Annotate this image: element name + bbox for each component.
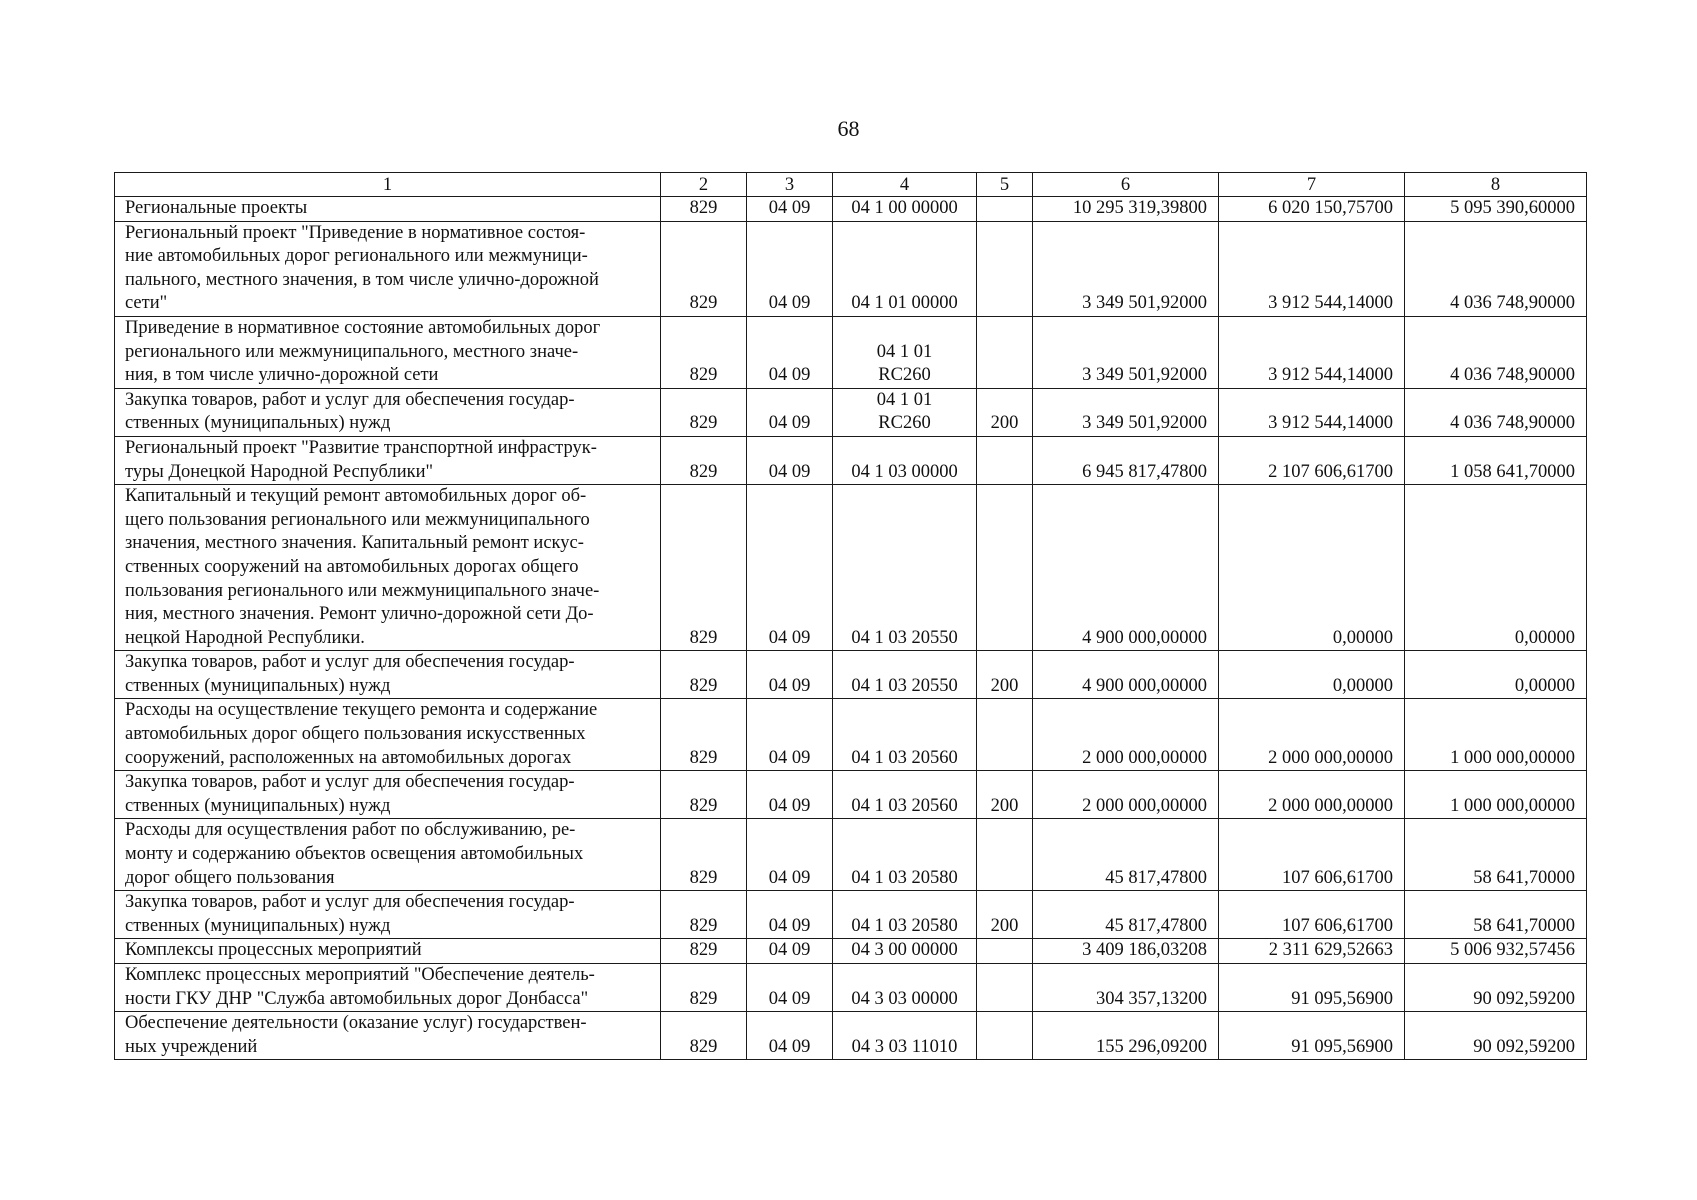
row-amount-col6-cell: 2 000 000,00000 (1033, 699, 1219, 771)
row-code-csr-cell: 04 1 01 RC260 (833, 316, 977, 388)
row-amount-col7-cell: 91 095,56900 (1219, 964, 1405, 1012)
header-cell: 6 (1033, 173, 1219, 197)
row-code-rz-cell: 04 09 (747, 771, 833, 819)
row-amount-col7-cell: 2 000 000,00000 (1219, 771, 1405, 819)
row-amount-col7-cell: 3 912 544,14000 (1219, 221, 1405, 316)
row-name-cell: Обеспечение деятельности (оказание услуг) государствен- ных учреждений (115, 1012, 661, 1060)
row-code-csr-cell: 04 1 01 00000 (833, 221, 977, 316)
row-code-rz-cell: 04 09 (747, 699, 833, 771)
row-amount-col8-cell: 4 036 748,90000 (1405, 388, 1587, 436)
table-row (115, 221, 1587, 316)
row-amount-col8-cell: 1 000 000,00000 (1405, 771, 1587, 819)
row-amount-col6-cell: 45 817,47800 (1033, 819, 1219, 891)
row-code-vr-cell (977, 221, 1033, 316)
row-code-gr-cell: 829 (661, 485, 747, 651)
row-amount-col6-cell: 3 349 501,92000 (1033, 221, 1219, 316)
row-amount-col7-cell: 3 912 544,14000 (1219, 388, 1405, 436)
row-code-gr-cell: 829 (661, 197, 747, 222)
row-code-vr-cell: 200 (977, 771, 1033, 819)
row-amount-col7-cell: 91 095,56900 (1219, 1012, 1405, 1060)
row-code-rz-cell: 04 09 (747, 964, 833, 1012)
row-code-vr-cell (977, 939, 1033, 964)
row-code-csr-cell: 04 1 03 20550 (833, 651, 977, 699)
row-name-cell: Закупка товаров, работ и услуг для обеспечения государ- ственных (муниципальных) нужд (115, 388, 661, 436)
budget-table (114, 172, 1587, 1060)
row-amount-col7-cell: 0,00000 (1219, 651, 1405, 699)
table-header-row (115, 173, 1587, 197)
table-row (115, 436, 1587, 484)
row-name-cell: Комплекс процессных мероприятий "Обеспечение деятель- ности ГКУ ДНР "Служба автомобильных дорог Донбасса" (115, 964, 661, 1012)
row-code-vr-cell: 200 (977, 891, 1033, 939)
row-amount-col7-cell: 2 107 606,61700 (1219, 436, 1405, 484)
row-code-vr-cell (977, 485, 1033, 651)
table-row (115, 651, 1587, 699)
row-amount-col8-cell: 0,00000 (1405, 651, 1587, 699)
row-code-gr-cell: 829 (661, 388, 747, 436)
row-code-gr-cell: 829 (661, 316, 747, 388)
row-code-csr-cell: 04 1 03 20580 (833, 891, 977, 939)
row-name-cell: Расходы на осуществление текущего ремонта и содержание автомобильных дорог общего пользования искусственных сооружений, расположенных на автомобильных дорогах (115, 699, 661, 771)
header-cell: 3 (747, 173, 833, 197)
row-code-csr-cell: 04 1 03 20550 (833, 485, 977, 651)
table-row (115, 939, 1587, 964)
table-row (115, 1012, 1587, 1060)
table-row (115, 197, 1587, 222)
row-code-vr-cell (977, 819, 1033, 891)
row-code-vr-cell: 200 (977, 388, 1033, 436)
row-code-csr-cell: 04 1 03 20580 (833, 819, 977, 891)
row-name-cell: Капитальный и текущий ремонт автомобильных дорог об- щего пользования регионального или межмуниципального значения, местного значения. Капитальный ремонт искус- ственных сооружений на автомобильных дорогах общего пользования регионального или межмуниципального значе- ния, местного значения. Ремонт улично-дорожной сети До- нецкой Народной Республики. (115, 485, 661, 651)
row-code-csr-cell: 04 1 00 00000 (833, 197, 977, 222)
row-amount-col6-cell: 2 000 000,00000 (1033, 771, 1219, 819)
row-name-cell: Региональный проект "Развитие транспортной инфраструк- туры Донецкой Народной Республики" (115, 436, 661, 484)
row-code-gr-cell: 829 (661, 1012, 747, 1060)
row-code-rz-cell: 04 09 (747, 197, 833, 222)
table-row (115, 964, 1587, 1012)
row-amount-col6-cell: 304 357,13200 (1033, 964, 1219, 1012)
row-amount-col6-cell: 3 409 186,03208 (1033, 939, 1219, 964)
row-name-cell: Комплексы процессных мероприятий (115, 939, 661, 964)
row-code-vr-cell (977, 316, 1033, 388)
row-amount-col8-cell: 90 092,59200 (1405, 1012, 1587, 1060)
row-code-rz-cell: 04 09 (747, 388, 833, 436)
row-code-gr-cell: 829 (661, 964, 747, 1012)
row-code-rz-cell: 04 09 (747, 1012, 833, 1060)
row-code-gr-cell: 829 (661, 771, 747, 819)
row-amount-col6-cell: 3 349 501,92000 (1033, 316, 1219, 388)
row-code-rz-cell: 04 09 (747, 436, 833, 484)
row-code-vr-cell (977, 1012, 1033, 1060)
row-amount-col6-cell: 45 817,47800 (1033, 891, 1219, 939)
row-amount-col6-cell: 3 349 501,92000 (1033, 388, 1219, 436)
row-code-rz-cell: 04 09 (747, 221, 833, 316)
row-amount-col7-cell: 3 912 544,14000 (1219, 316, 1405, 388)
header-cell: 4 (833, 173, 977, 197)
row-amount-col7-cell: 2 000 000,00000 (1219, 699, 1405, 771)
row-amount-col8-cell: 4 036 748,90000 (1405, 316, 1587, 388)
row-amount-col7-cell: 107 606,61700 (1219, 819, 1405, 891)
row-amount-col6-cell: 6 945 817,47800 (1033, 436, 1219, 484)
row-code-gr-cell: 829 (661, 651, 747, 699)
row-name-cell: Закупка товаров, работ и услуг для обеспечения государ- ственных (муниципальных) нужд (115, 891, 661, 939)
row-code-csr-cell: 04 1 03 20560 (833, 771, 977, 819)
row-amount-col8-cell: 1 058 641,70000 (1405, 436, 1587, 484)
row-code-vr-cell (977, 699, 1033, 771)
row-code-gr-cell: 829 (661, 819, 747, 891)
row-code-gr-cell: 829 (661, 891, 747, 939)
row-name-cell: Региональные проекты (115, 197, 661, 222)
row-amount-col8-cell: 5 095 390,60000 (1405, 197, 1587, 222)
table-row (115, 891, 1587, 939)
row-code-rz-cell: 04 09 (747, 651, 833, 699)
row-code-csr-cell: 04 3 03 11010 (833, 1012, 977, 1060)
header-cell: 1 (115, 173, 661, 197)
row-code-csr-cell: 04 1 01 RC260 (833, 388, 977, 436)
row-amount-col8-cell: 5 006 932,57456 (1405, 939, 1587, 964)
header-cell: 2 (661, 173, 747, 197)
row-name-cell: Расходы для осуществления работ по обслуживанию, ре- монту и содержанию объектов освещения автомобильных дорог общего пользования (115, 819, 661, 891)
row-amount-col8-cell: 58 641,70000 (1405, 891, 1587, 939)
row-code-rz-cell: 04 09 (747, 485, 833, 651)
row-code-csr-cell: 04 1 03 00000 (833, 436, 977, 484)
row-name-cell: Закупка товаров, работ и услуг для обеспечения государ- ственных (муниципальных) нужд (115, 651, 661, 699)
row-code-rz-cell: 04 09 (747, 891, 833, 939)
row-amount-col8-cell: 58 641,70000 (1405, 819, 1587, 891)
row-amount-col6-cell: 4 900 000,00000 (1033, 485, 1219, 651)
table-row (115, 316, 1587, 388)
row-amount-col8-cell: 90 092,59200 (1405, 964, 1587, 1012)
row-amount-col6-cell: 155 296,09200 (1033, 1012, 1219, 1060)
table-row (115, 699, 1587, 771)
page-number: 68 (837, 116, 860, 141)
row-amount-col7-cell: 6 020 150,75700 (1219, 197, 1405, 222)
row-code-csr-cell: 04 3 03 00000 (833, 964, 977, 1012)
header-cell: 7 (1219, 173, 1405, 197)
row-code-gr-cell: 829 (661, 939, 747, 964)
table-row (115, 771, 1587, 819)
table-row (115, 388, 1587, 436)
row-code-csr-cell: 04 1 03 20560 (833, 699, 977, 771)
row-name-cell: Закупка товаров, работ и услуг для обеспечения государ- ственных (муниципальных) нужд (115, 771, 661, 819)
row-code-vr-cell (977, 197, 1033, 222)
row-name-cell: Региональный проект "Приведение в нормативное состоя- ние автомобильных дорог регионального или межмуници- пального, местного значения, в том числе улично-дорожной сети" (115, 221, 661, 316)
row-name-cell: Приведение в нормативное состояние автомобильных дорог регионального или межмуниципального, местного значе- ния, в том числе улично-дорожной сети (115, 316, 661, 388)
row-amount-col8-cell: 4 036 748,90000 (1405, 221, 1587, 316)
row-amount-col8-cell: 0,00000 (1405, 485, 1587, 651)
row-amount-col6-cell: 4 900 000,00000 (1033, 651, 1219, 699)
row-code-gr-cell: 829 (661, 699, 747, 771)
row-code-gr-cell: 829 (661, 221, 747, 316)
table-row (115, 485, 1587, 651)
row-code-csr-cell: 04 3 00 00000 (833, 939, 977, 964)
row-amount-col7-cell: 107 606,61700 (1219, 891, 1405, 939)
row-amount-col7-cell: 2 311 629,52663 (1219, 939, 1405, 964)
row-amount-col7-cell: 0,00000 (1219, 485, 1405, 651)
header-cell: 8 (1405, 173, 1587, 197)
row-amount-col8-cell: 1 000 000,00000 (1405, 699, 1587, 771)
table-body (115, 197, 1587, 1060)
row-amount-col6-cell: 10 295 319,39800 (1033, 197, 1219, 222)
row-code-rz-cell: 04 09 (747, 939, 833, 964)
row-code-vr-cell: 200 (977, 651, 1033, 699)
row-code-vr-cell (977, 964, 1033, 1012)
row-code-rz-cell: 04 09 (747, 819, 833, 891)
row-code-gr-cell: 829 (661, 436, 747, 484)
row-code-vr-cell (977, 436, 1033, 484)
row-code-rz-cell: 04 09 (747, 316, 833, 388)
table-row (115, 819, 1587, 891)
header-cell: 5 (977, 173, 1033, 197)
